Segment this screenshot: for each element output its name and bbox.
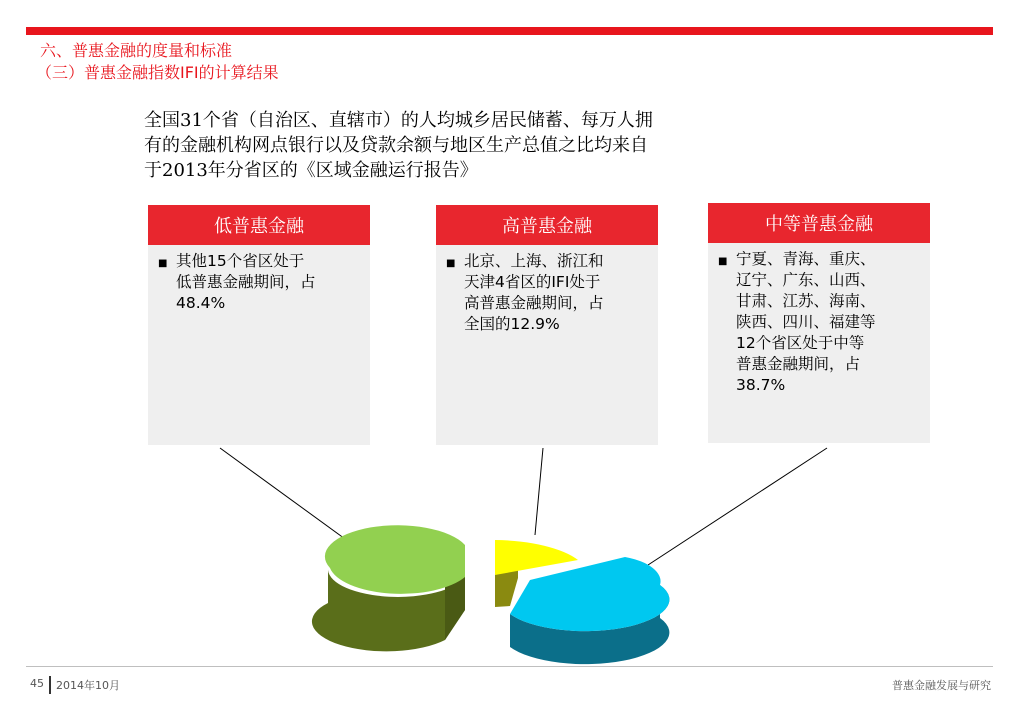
connector-mid (648, 448, 827, 565)
card-low-inclusion (148, 205, 370, 445)
card-high-inclusion (436, 205, 658, 445)
page-number: 45 (30, 677, 44, 690)
bullet-icon: ■ (158, 258, 168, 269)
intro-line: 有的金融机构网点银行以及贷款余额与地区生产总值之比均来自 (144, 135, 648, 156)
section-heading: 六、普惠金融的度量和标准 (40, 41, 233, 60)
card-line: 12个省区处于中等 (736, 334, 865, 352)
footer-divider (26, 666, 993, 667)
card-mid-title: 中等普惠金融 (708, 203, 930, 243)
card-line: 甘肃、江苏、海南、 (736, 292, 876, 310)
card-low-title: 低普惠金融 (148, 205, 370, 245)
card-line: 陕西、四川、福建等 (736, 313, 876, 331)
card-mid-body (708, 243, 930, 396)
pie-slice-low (312, 525, 465, 651)
subsection-heading: （三）普惠金融指数IFI的计算结果 (36, 63, 279, 82)
connector-high (535, 448, 543, 535)
card-line: 北京、上海、浙江和 (464, 252, 604, 270)
bullet-icon: ■ (446, 258, 456, 269)
card-high-body (436, 245, 658, 335)
card-line: 48.4% (176, 294, 226, 312)
card-line: 低普惠金融期间，占 (176, 273, 316, 291)
card-line: 普惠金融期间，占 (736, 355, 861, 373)
intro-line: 全国31个省（自治区、直辖市）的人均城乡居民储蓄、每万人拥 (144, 110, 653, 131)
card-high-title: 高普惠金融 (436, 205, 658, 245)
footer-date: 2014年10月 (56, 679, 120, 692)
card-line: 高普惠金融期间，占 (464, 294, 604, 312)
card-line: 辽宁、广东、山西、 (736, 271, 876, 289)
card-line: 其他15个省区处于 (176, 252, 305, 270)
card-line: 天津4省区的IFI处于 (464, 273, 601, 291)
footer-separator (49, 676, 51, 694)
pie-slice-mid (510, 557, 669, 664)
intro-line: 于2013年分省区的《区域金融运行报告》 (144, 160, 478, 181)
card-line: 38.7% (736, 376, 786, 394)
card-mid-inclusion (708, 203, 930, 443)
card-low-body (148, 245, 370, 314)
bullet-icon: ■ (718, 256, 728, 267)
card-line: 全国的12.9% (464, 315, 560, 333)
connector-low (220, 448, 363, 552)
footer-organization: 普惠金融发展与研究 (892, 679, 991, 692)
card-line: 宁夏、青海、重庆、 (736, 250, 876, 268)
